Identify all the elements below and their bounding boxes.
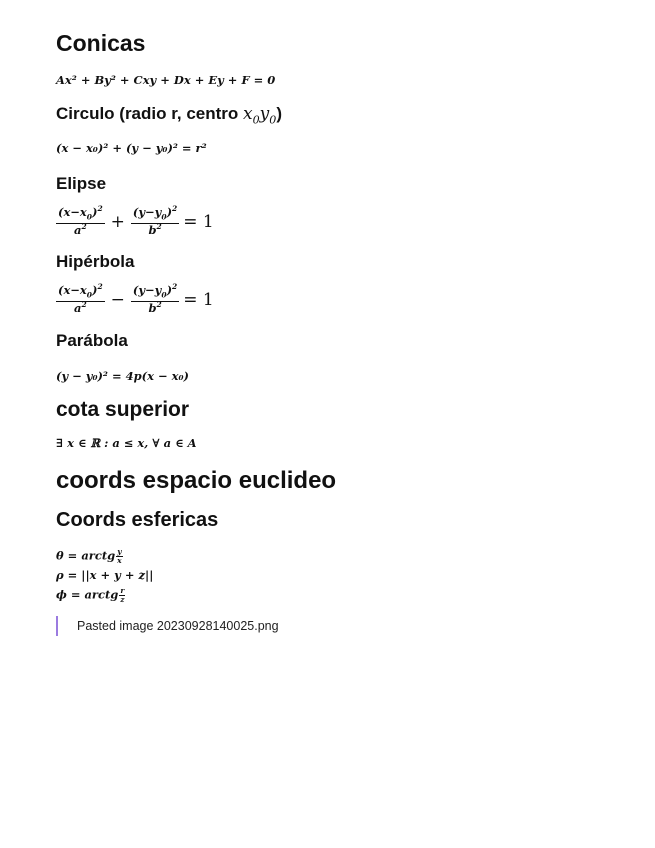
formula-theta: θ = arctg $\frac{y}{x}$: [56, 547, 122, 565]
heading-circulo-text: Circulo (radio r, centro: [56, 104, 244, 123]
formula-conica-general: [56, 73, 275, 87]
image-embed[interactable]: [56, 616, 279, 636]
formula-parabola-text: (y − y₀)² = 4p(x − x₀): [56, 369, 189, 383]
image-embed-filename[interactable]: Pasted image 20230928140025.png: [77, 619, 279, 633]
formula-circulo-text: (x − x₀)² + (y − y₀)² = r²: [56, 141, 207, 155]
formula-phi-frac: $\frac{r}{z}$: [120, 586, 125, 604]
heading-elipse: Elipse: [56, 174, 107, 193]
heading-parabola: Parábola: [56, 331, 128, 350]
formula-cota-text: ∃ x ∈ ℝ : a ≤ x, ∀ a ∈ A: [56, 436, 197, 450]
formula-hiperbola-frac-x: $\frac{(x-x_0)^2}{a^2}$: [58, 282, 103, 316]
heading-coords-euclideo: coords espacio euclideo: [56, 467, 337, 494]
heading-circulo: Circulo (radio r, centro $x_0y_0$): [56, 104, 282, 127]
formula-cota-superior: [56, 436, 197, 450]
formula-phi: ϕ = arctg $\frac{r}{z}$: [56, 586, 125, 604]
heading-hiperbola: Hipérbola: [56, 252, 135, 271]
formula-elipse-frac-y: $\frac{(y-y_0)^2}{b^2}$: [132, 204, 178, 238]
heading-coords-esfericas: Coords esfericas: [56, 509, 219, 531]
heading-cota-superior: cota superior: [56, 398, 190, 421]
formula-elipse-frac-x: $\frac{(x-x_0)^2}{a^2}$: [58, 204, 103, 238]
formula-elipse: $\frac{(x-x_0)^2}{a^2}$ + $\frac{(y-y_0)^2}{b^2}$ = 1: [58, 204, 214, 238]
heading-conicas: Conicas: [56, 30, 146, 56]
heading-circulo-math: $x_0y_0$: [243, 104, 277, 127]
formula-hiperbola: $\frac{(x-x_0)^2}{a^2}$ − $\frac{(y-y_0)^2}{b^2}$ = 1: [58, 282, 214, 316]
formula-circulo: [56, 141, 207, 155]
formula-theta-frac: $\frac{y}{x}$: [117, 547, 122, 565]
formula-conica-general-text: Ax² + By² + Cxy + Dx + Ey + F = 0: [56, 73, 276, 87]
formula-parabola: [56, 369, 189, 383]
formula-rho-text: ρ = ||x + y + z||: [56, 568, 154, 582]
formula-rho: [56, 568, 153, 582]
formula-hiperbola-frac-y: $\frac{(y-y_0)^2}{b^2}$: [132, 282, 178, 316]
